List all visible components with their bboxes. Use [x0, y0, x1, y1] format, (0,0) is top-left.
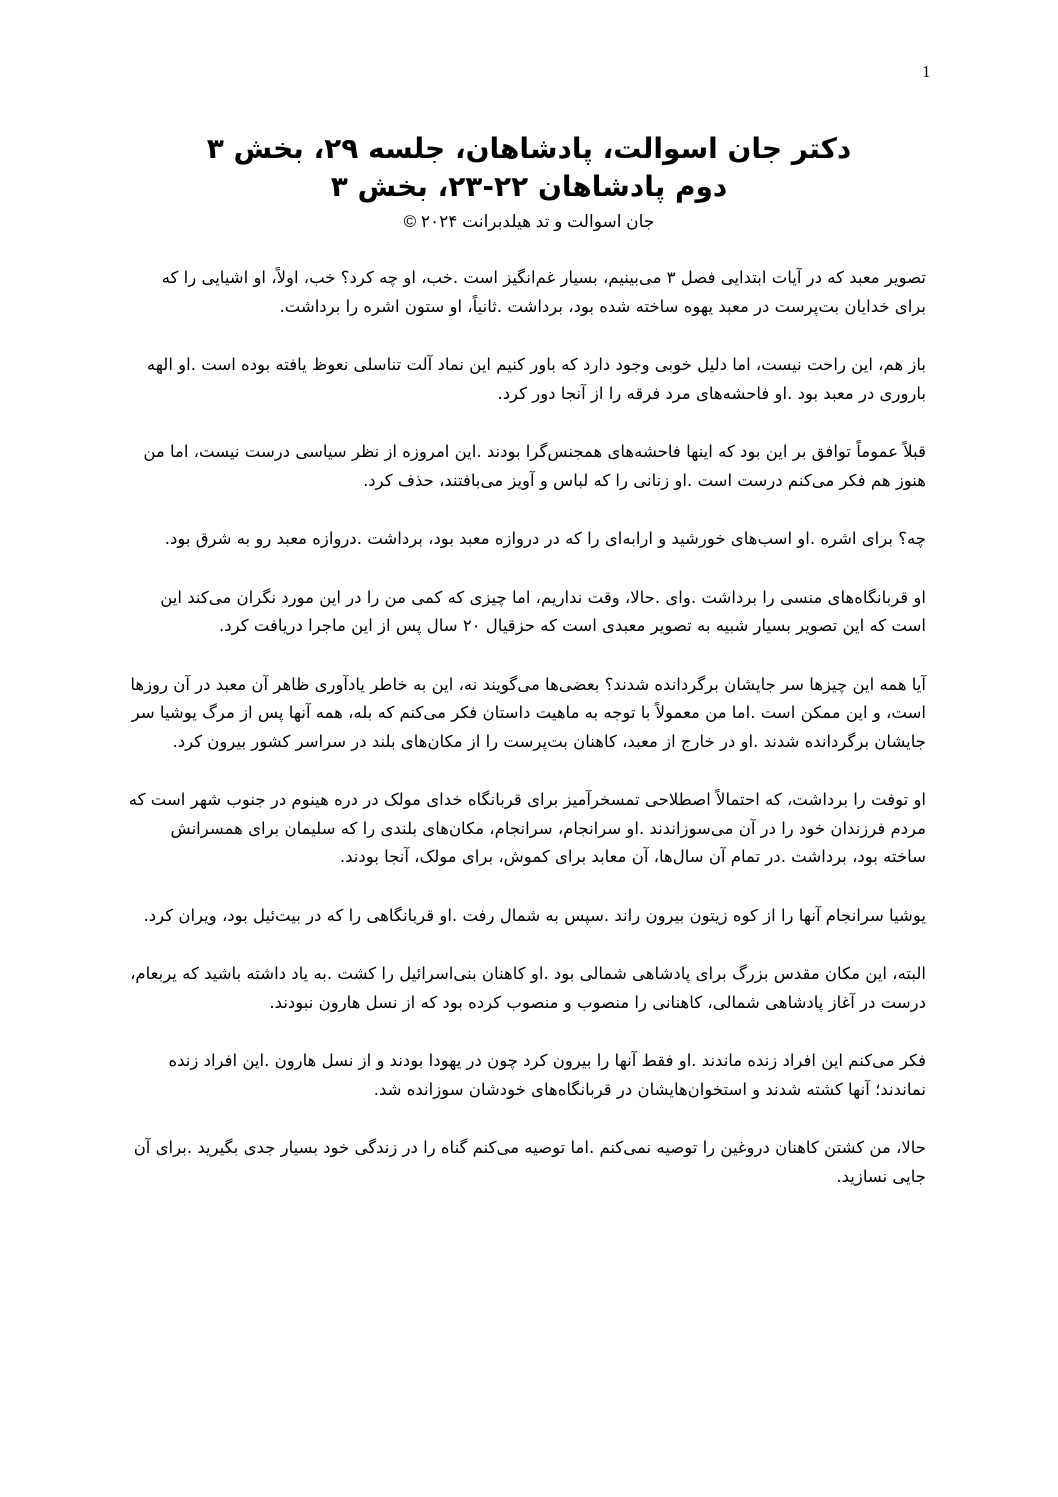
page-subtitle: دوم پادشاهان ۲۲-۲۳، بخش ۳: [330, 170, 728, 203]
paragraph: او قربانگاه‌های منسی را برداشت .وای .حالا، وقت نداریم، اما چیزی که کمی من را در این مورد نگران می‌کند این است که این تصویر بسیار شبیه به تصویر معبدی است که حزقیال ۲۰ سال پس از این ماجرا دریافت کرد.: [160, 587, 926, 635]
copyright-line: جان اسوالت و تد هیلدبرانت ۲۰۲۴ ©: [403, 212, 655, 231]
paragraph: آیا همه این چیزها سر جایشان برگردانده شدند؟ بعضی‌ها می‌گویند نه، این به خاطر یادآوری ظاهر آن معبد در آن روزها است، و این ممکن است .اما من معمولاً با توجه به ماهیت داستان فکر می‌کنم که بله، همه آنها پس از مرگ یوشیا سر جایشان برگردانده شدند .او در خارج از معبد، کاهنان بت‌پرست را از مکان‌های بلند در سراسر کشور بیرون کرد.: [130, 674, 926, 751]
body-text: [128, 264, 926, 1221]
paragraph: قبلاً عموماً توافق بر این بود که اینها فاحشه‌های همجنس‌گرا بودند .این امروزه از نظر سیاسی درست نیست، اما من هنوز هم فکر می‌کنم درست است .او زنانی را که لباس و آویز می‌بافتند، حذف کرد.: [143, 442, 926, 490]
title-block: [0, 130, 1058, 234]
paragraph: چه؟ برای اشره .او اسب‌های خورشید و ارابه‌ای را که در دروازه معبد بود، برداشت .دروازه معبد رو به شرق بود.: [164, 529, 926, 548]
paragraph: او توفت را برداشت، که احتمالاً اصطلاحی تمسخرآمیز برای قربانگاه خدای مولک در دره هینوم در جنوب شهر است که مردم فرزندان خود را در آن می‌سوزاندند .او سرانجام، سرانجام، مکان‌های بلندی را که سلیمان برای همسرانش ساخته بود، برداشت .در تمام آن سال‌ها، آن معابد برای کموش، برای مولک، آنجا بودند.: [128, 790, 926, 866]
paragraph: فکر می‌کنم این افراد زنده ماندند .او فقط آنها را بیرون کرد چون در یهودا بودند و از نسل هارون .این افراد زنده نماندند؛ آنها کشته شدند و استخوان‌هایشان در قربانگاه‌های خودشان سوزانده شد.: [168, 1051, 926, 1099]
paragraph: حالا، من کشتن کاهنان دروغین را توصیه نمی‌کنم .اما توصیه می‌کنم گناه را در زندگی خود بسیار جدی بگیرید .برای آن جایی نسازید.: [133, 1138, 926, 1186]
paragraph: باز هم، این راحت نیست، اما دلیل خوبی وجود دارد که باور کنیم این نماد آلت تناسلی نعوظ یافته بوده است .او الهه باروری در معبد بود .او فاحشه‌های مرد فرقه را از آنجا دور کرد.: [146, 355, 926, 403]
page-title: دکتر جان اسوالت، پادشاهان، جلسه ۲۹، بخش ۳: [206, 132, 852, 165]
paragraph: تصویر معبد که در آیات ابتدایی فصل ۳ می‌بینیم، بسیار غم‌انگیز است .خب، او چه کرد؟ خب، اولاً، او اشیایی را که برای خدایان بت‌پرست در معبد یهوه ساخته شده بود، برداشت .ثانیاً، او ستون اشره را برداشت.: [161, 268, 926, 316]
page-number: 1: [922, 62, 931, 81]
paragraph: البته، این مکان مقدس بزرگ برای پادشاهی شمالی بود .او کاهنان بنی‌اسرائیل را کشت .به یاد داشته باشید که یربعام، درست در آغاز پادشاهی شمالی، کاهنانی را منصوب و منصوب کرده بود که از نسل هارون نبودند.: [130, 964, 926, 1012]
paragraph: یوشیا سرانجام آنها را از کوه زیتون بیرون راند .سپس به شمال رفت .او قربانگاهی را که در بیت‌ئیل بود، ویران کرد.: [143, 905, 926, 925]
